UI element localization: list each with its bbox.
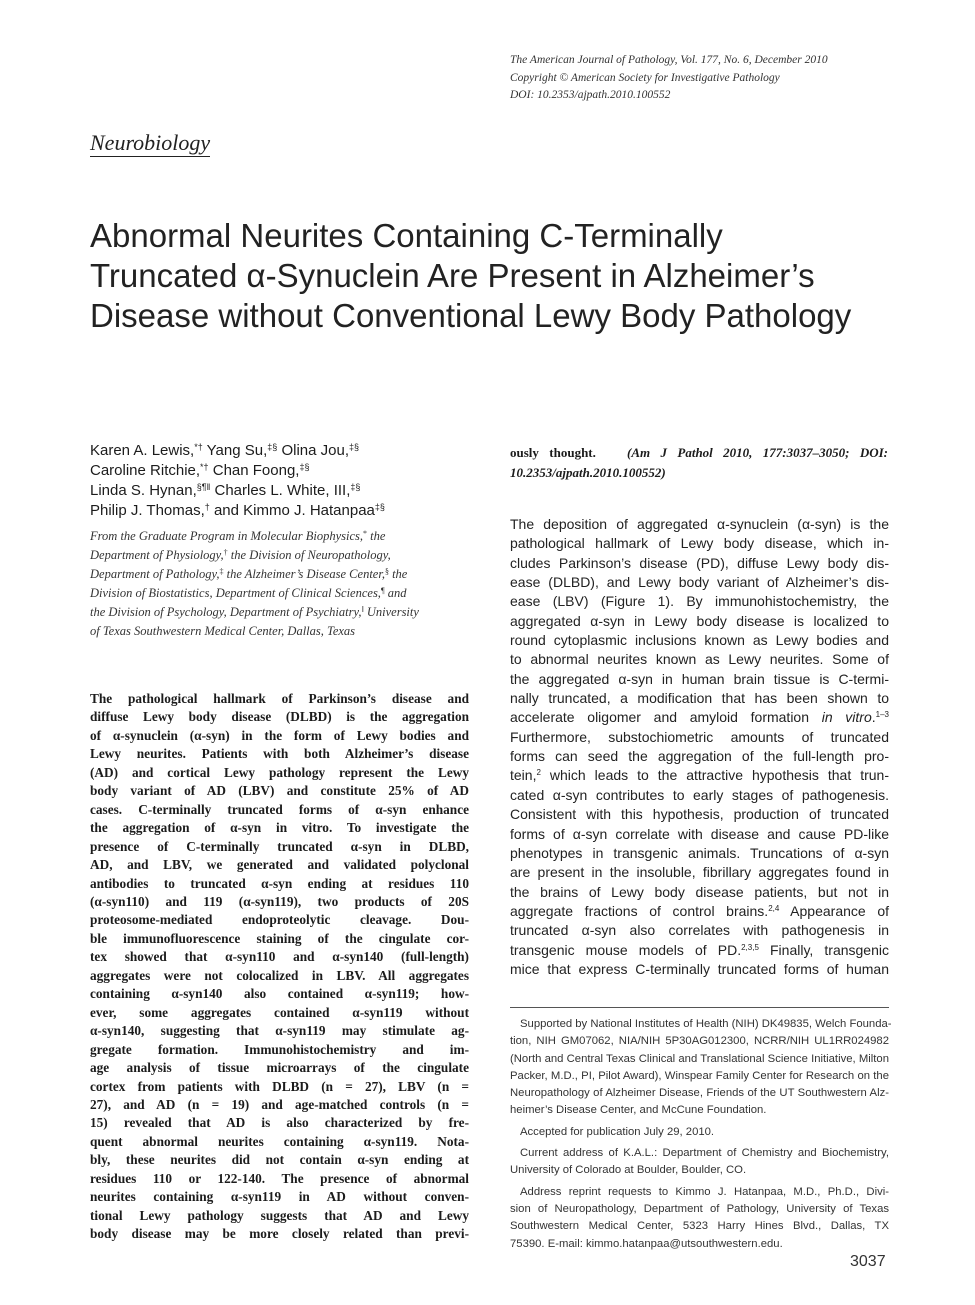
author-marks: ‡§ <box>299 462 310 472</box>
author-marks: † <box>204 502 210 512</box>
body-line: round cytoplasmic inclusions known as Lewy bodies and <box>510 632 889 649</box>
author-name: Chan Foong, <box>212 462 300 479</box>
abstract-line: tex showed that α-syn110 and α-syn140 (full-length) <box>90 949 469 965</box>
abstract-line: of α-synuclein (α-syn) in the form of Lewy bodies and <box>90 727 469 743</box>
body-line: nally truncated, a modification that has been shown to <box>510 690 889 707</box>
affil-text: From the Graduate Program in Molecular Biophysics, <box>90 529 363 543</box>
footnote-line: Address reprint requests to Kimmo J. Hatanpaa, M.D., Ph.D., Divi- <box>520 1185 889 1198</box>
affil-text: Department of Physiology, <box>90 548 224 562</box>
abstract-line: cortex from patients with DLBD (n = 27), LBV (n = <box>90 1078 469 1094</box>
abstract-line: the aggregation of α-syn in vitro. To investigate the <box>90 820 469 836</box>
body-line: truncated α-syn also correlates with pathogenesis in <box>510 922 889 939</box>
body-line: forms can seed the aggregation of the full-length pro- <box>510 748 889 765</box>
abstract-line: ever, some aggregates contained α-syn119 without <box>90 1004 469 1020</box>
abstract <box>90 690 469 1244</box>
body-text: accelerate oligomer and amyloid formation <box>510 709 822 726</box>
affil-text: the Alzheimer’s Disease Center, <box>223 567 385 581</box>
title-line: Disease without Conventional Lewy Body Pathology <box>90 297 852 334</box>
body-line: cludes Parkinson’s disease (PD), diffuse Lewy body dis- <box>510 554 889 571</box>
affil-mark: * <box>363 529 367 538</box>
abstract-line: residues 110 or 122-140. The presence of abnormal <box>90 1170 469 1186</box>
abstract-line: diffuse Lewy body disease (DLBD) is the aggregation <box>90 709 469 725</box>
abstract-line: aggregates were not colocalized in LBV. All aggregates <box>90 967 469 983</box>
abstract-end-text: ously thought. <box>510 445 596 460</box>
affil-mark: † <box>223 548 228 557</box>
author-marks: ‡§ <box>267 442 278 452</box>
body-line: phenotypes in transgenic animals. Truncations of α-syn <box>510 844 889 861</box>
author-name: Karen A. Lewis, <box>90 442 195 459</box>
body-text: . <box>871 709 876 726</box>
page-number: 3037 <box>850 1253 886 1270</box>
abstract-line: (AD) and cortical Lewy pathology represent the Lewy <box>90 764 469 780</box>
body-line <box>510 708 889 727</box>
abstract-line: neurites containing α-syn119 in AD without conven- <box>90 1189 469 1205</box>
affil-mark: ‖ <box>361 605 364 614</box>
body-line <box>510 902 889 921</box>
title-line: Truncated α-Synuclein Are Present in Alzheimer’s <box>90 257 815 294</box>
author-marks: *† <box>194 442 203 452</box>
author-name: Olina Jou, <box>281 442 349 459</box>
body-italic: in vitro <box>821 709 872 726</box>
abstract-line: containing α-syn140 also contained α-syn119; how- <box>90 986 469 1002</box>
body-text: tein, <box>510 767 537 784</box>
affil-mark: ‡ <box>219 567 224 576</box>
citation-text: (Am J Pathol 2010, 177:3037–3050; DOI: <box>627 445 889 460</box>
affil-text: the Division of Neuropathology, <box>227 548 391 562</box>
body-line: cated α-syn contributes to early stages of pathogenesis. <box>510 786 889 803</box>
section-label: Neurobiology <box>90 130 211 155</box>
footnote-line: Supported by National Institutes of Health (NIH) DK49835, Welch Founda- <box>520 1018 892 1030</box>
abstract-line: gregate formation. Immunohistochemistry and im- <box>90 1041 469 1057</box>
abstract-continuation <box>510 443 888 483</box>
affiliation-block <box>90 527 470 641</box>
abstract-line: α-syn140, suggesting that α-syn119 may stimulate ag- <box>90 1023 469 1039</box>
title-line: Abnormal Neurites Containing C-Terminally <box>90 217 723 254</box>
reference-mark: 2 <box>536 768 541 778</box>
body-line: the brains of Lewy body disease patients, but not in <box>510 883 889 900</box>
author-marks: ‡§ <box>374 502 385 512</box>
footnote-line: Neuropathology of Alzheimer Disease, Friends of the UT Southwestern Alz- <box>510 1087 889 1100</box>
author-name: Charles L. White, III, <box>214 482 351 499</box>
abstract-line: age analysis of tissue microarrays of the cingulate <box>90 1060 469 1076</box>
body-line <box>510 941 889 960</box>
body-text: Finally, transgenic <box>758 941 889 958</box>
body-line: forms of α-syn correlate with disease and cause PD-like <box>510 825 889 842</box>
author-marks: ‡§ <box>350 482 361 492</box>
body-line: ease (DLBD), and Lewy body variant of Alzheimer’s dis- <box>510 574 889 591</box>
body-line: are present in the insoluble, fibrillary aggregates found in <box>510 864 889 881</box>
author-list <box>90 441 480 521</box>
affil-text: University <box>363 605 419 619</box>
footnote-line: (North and Central Texas Clinical and Translational Science Initiative, Milton <box>510 1052 889 1065</box>
footnote-line: tion, NIH GM07062, NIA/NIH 5P30AG012300, NCRR/NIH UL1RR024982 <box>510 1035 889 1048</box>
abstract-line: The pathological hallmark of Parkinson’s disease and <box>90 691 469 706</box>
abstract-line: Lewy neurites. Patients with both Alzheimer’s disease <box>90 746 469 762</box>
footnote-line: 75390. E-mail: kimmo.hatanpaa@utsouthwestern.edu. <box>510 1237 783 1250</box>
body-line: mice that express C-terminally truncated forms of human <box>510 960 889 977</box>
body-text: which leads to the attractive hypothesis that trun- <box>540 767 889 784</box>
affil-text: the <box>388 567 408 581</box>
abstract-line: AD, and LBV, we generated and validated polyclonal <box>90 857 469 873</box>
reference-mark: 2,3,5 <box>741 942 759 952</box>
author-name: Philip J. Thomas, <box>90 502 205 519</box>
author-name: and Kimmo J. Hatanpaa <box>213 502 375 519</box>
abstract-line: 27), and AD (n = 19) and age-matched controls (n = <box>90 1096 469 1112</box>
author-marks: ‡§ <box>349 442 360 452</box>
footnote-line: heimer’s Disease Center, and McCune Foundation. <box>510 1104 767 1117</box>
abstract-line: proteosome-mediated endoproteolytic cleavage. Dou- <box>90 912 469 928</box>
footnotes <box>510 1016 892 1253</box>
accepted-date: Accepted for publication July 29, 2010. <box>520 1125 715 1138</box>
journal-citation: The American Journal of Pathology, Vol. 177, No. 6, December 2010 <box>510 54 828 66</box>
affil-text: and <box>384 586 407 600</box>
abstract-line: 15) revealed that AD is also characterized by fre- <box>90 1115 469 1131</box>
reference-mark: 1–3 <box>875 710 889 720</box>
affil-text: of Texas Southwestern Medical Center, Dallas, Texas <box>90 624 356 638</box>
affil-mark: § <box>384 567 389 576</box>
body-line: to abnormal neurites known as Lewy neurites. Some of <box>510 651 889 668</box>
body-line: The deposition of aggregated α-synuclein (α-syn) is the <box>510 516 889 532</box>
body-text: aggregate fractions of control brains. <box>510 902 769 919</box>
body-line: the aggregated α-syn in human brain tissue is C-termi- <box>510 670 889 687</box>
body-text: Appearance of <box>779 902 889 919</box>
affil-text: the <box>367 529 386 543</box>
abstract-line: ble immunofluorescence staining of the cingulate cor- <box>90 930 469 946</box>
citation-doi: 10.2353/ajpath.2010.100552) <box>510 465 666 480</box>
abstract-line: antibodies to truncated α-syn ending at residues 110 <box>90 875 469 891</box>
body-text: transgenic mouse models of PD. <box>510 941 742 958</box>
abstract-line: tional Lewy pathology suggests that AD and Lewy <box>90 1207 469 1223</box>
author-name: Yang Su, <box>206 442 268 459</box>
abstract-line: body disease may be more closely related than previ- <box>90 1226 469 1242</box>
author-marks: §¶‖ <box>196 482 211 492</box>
article-title <box>90 216 910 336</box>
footnote-line: Southwestern Medical Center, 5323 Harry Hines Blvd., Dallas, TX <box>510 1220 889 1233</box>
abstract-line: (α-syn110) and 119 (α-syn119), two products of 20S <box>90 893 469 909</box>
footnote-line: sion of Neuropathology, Department of Pathology, University of Texas <box>510 1202 889 1215</box>
footnote-line: University of Colorado at Boulder, Boulder, CO. <box>510 1164 747 1177</box>
footnote-divider <box>510 1007 889 1008</box>
affil-text: Division of Biostatistics, Department of Clinical Sciences, <box>90 586 381 600</box>
abstract-line: quent abnormal neurites containing α-syn119. Nota- <box>90 1133 469 1149</box>
abstract-line: bly, these neurites did not contain α-syn ending at <box>90 1152 469 1168</box>
introduction-text <box>510 515 889 979</box>
journal-header <box>510 52 910 105</box>
affil-text: Department of Pathology, <box>90 567 220 581</box>
abstract-line: presence of C-terminally truncated α-syn in DLBD, <box>90 838 469 854</box>
body-line <box>510 766 889 785</box>
author-name: Linda S. Hynan, <box>90 482 197 499</box>
body-line: Furthermore, substochiometric amounts of truncated <box>510 728 889 745</box>
affil-text: the Division of Psychology, Department of Psychiatry, <box>90 605 362 619</box>
footnote-line: Packer, M.D., PI, Pilot Award), Winspear Family Center for Research on the <box>510 1069 889 1082</box>
body-line: ease (LBV) (Figure 1). By immunohistochemistry, the <box>510 593 889 610</box>
affil-mark: ¶ <box>380 586 385 595</box>
reference-mark: 2,4 <box>768 903 780 913</box>
author-marks: *† <box>200 462 209 472</box>
body-line: pathological hallmark of Lewy body disease, which in- <box>510 535 889 552</box>
copyright-line: Copyright © American Society for Investigative Pathology <box>510 71 780 84</box>
abstract-line: body variant of AD (LBV) and constitute 25% of AD <box>90 783 469 799</box>
body-line: Consistent with this hypothesis, production of truncated <box>510 806 889 823</box>
abstract-line: cases. C-terminally truncated forms of α-syn enhance <box>90 801 469 817</box>
body-line: aggregated α-syn in Lewy body disease is localized to <box>510 612 889 629</box>
footnote-line: Current address of K.A.L.: Department of Chemistry and Biochemistry, <box>520 1147 889 1160</box>
author-name: Caroline Ritchie, <box>90 462 201 479</box>
doi-line: DOI: 10.2353/ajpath.2010.100552 <box>510 89 671 101</box>
